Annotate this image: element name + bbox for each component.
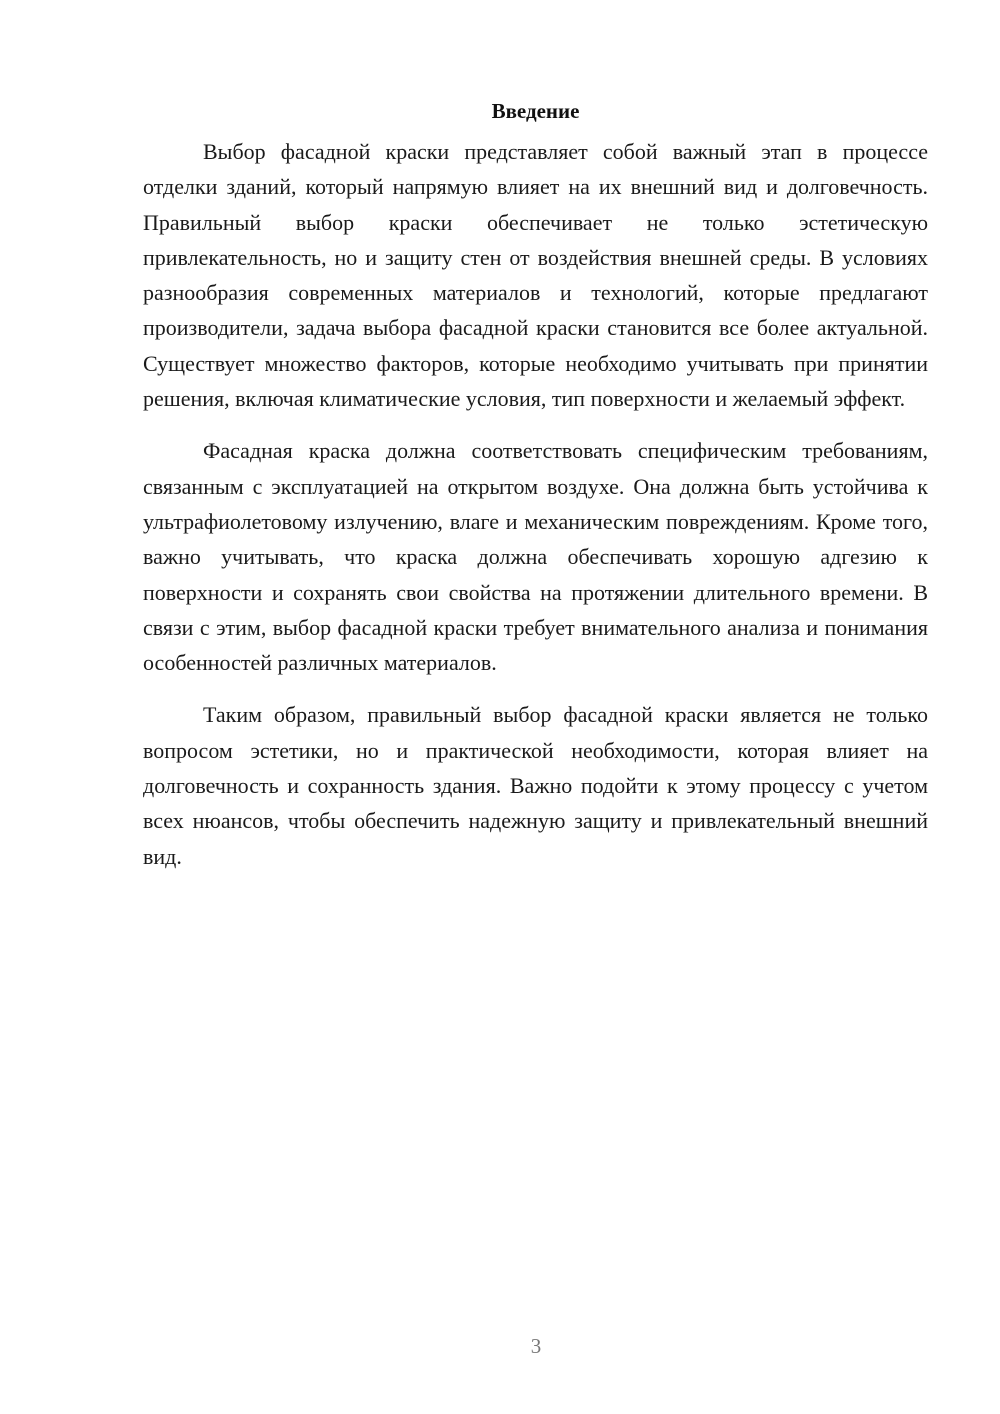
- section-heading: Введение: [491, 99, 580, 123]
- page-number: 3: [530, 1334, 542, 1358]
- paragraph-3: Таким образом, правильный выбор фасадной краски является не только вопросом эстетики, но и практической необходимости, которая влияет на долговечность и сохранность здания. Важно подойти к этому процессу с учетом всех нюансов, чтобы обеспечить надежную защиту и привлекательный внешний вид.: [143, 702, 928, 869]
- paragraph-2: Фасадная краска должна соответствовать специфическим требованиям, связанным с эксплуатацией на открытом воздухе. Она должна быть устойчива к ультрафиолетовому излучению, влаге и механическим повреждениям. Кроме того, важно учитывать, что краска должна обеспечивать хорошую адгезию к поверхности и сохранять свои свойства на протяжении длительного времени. В связи с этим, выбор фасадной краски требует внимательного анализа и понимания особенностей различных материалов.: [143, 438, 928, 676]
- page-content: [143, 98, 928, 891]
- paragraph-1: Выбор фасадной краски представляет собой важный этап в процессе отделки зданий, который напрямую влияет на их внешний вид и долговечность. Правильный выбор краски обеспечивает не только эстетическую привлекательность, но и защиту стен от воздействия внешней среды. В условиях разнообразия современных материалов и технологий, которые предлагают производители, задача выбора фасадной краски становится все более актуальной. Существует множество факторов, которые необходимо учитывать при принятии решения, включая климатические условия, тип поверхности и желаемый эффект.: [143, 139, 928, 412]
